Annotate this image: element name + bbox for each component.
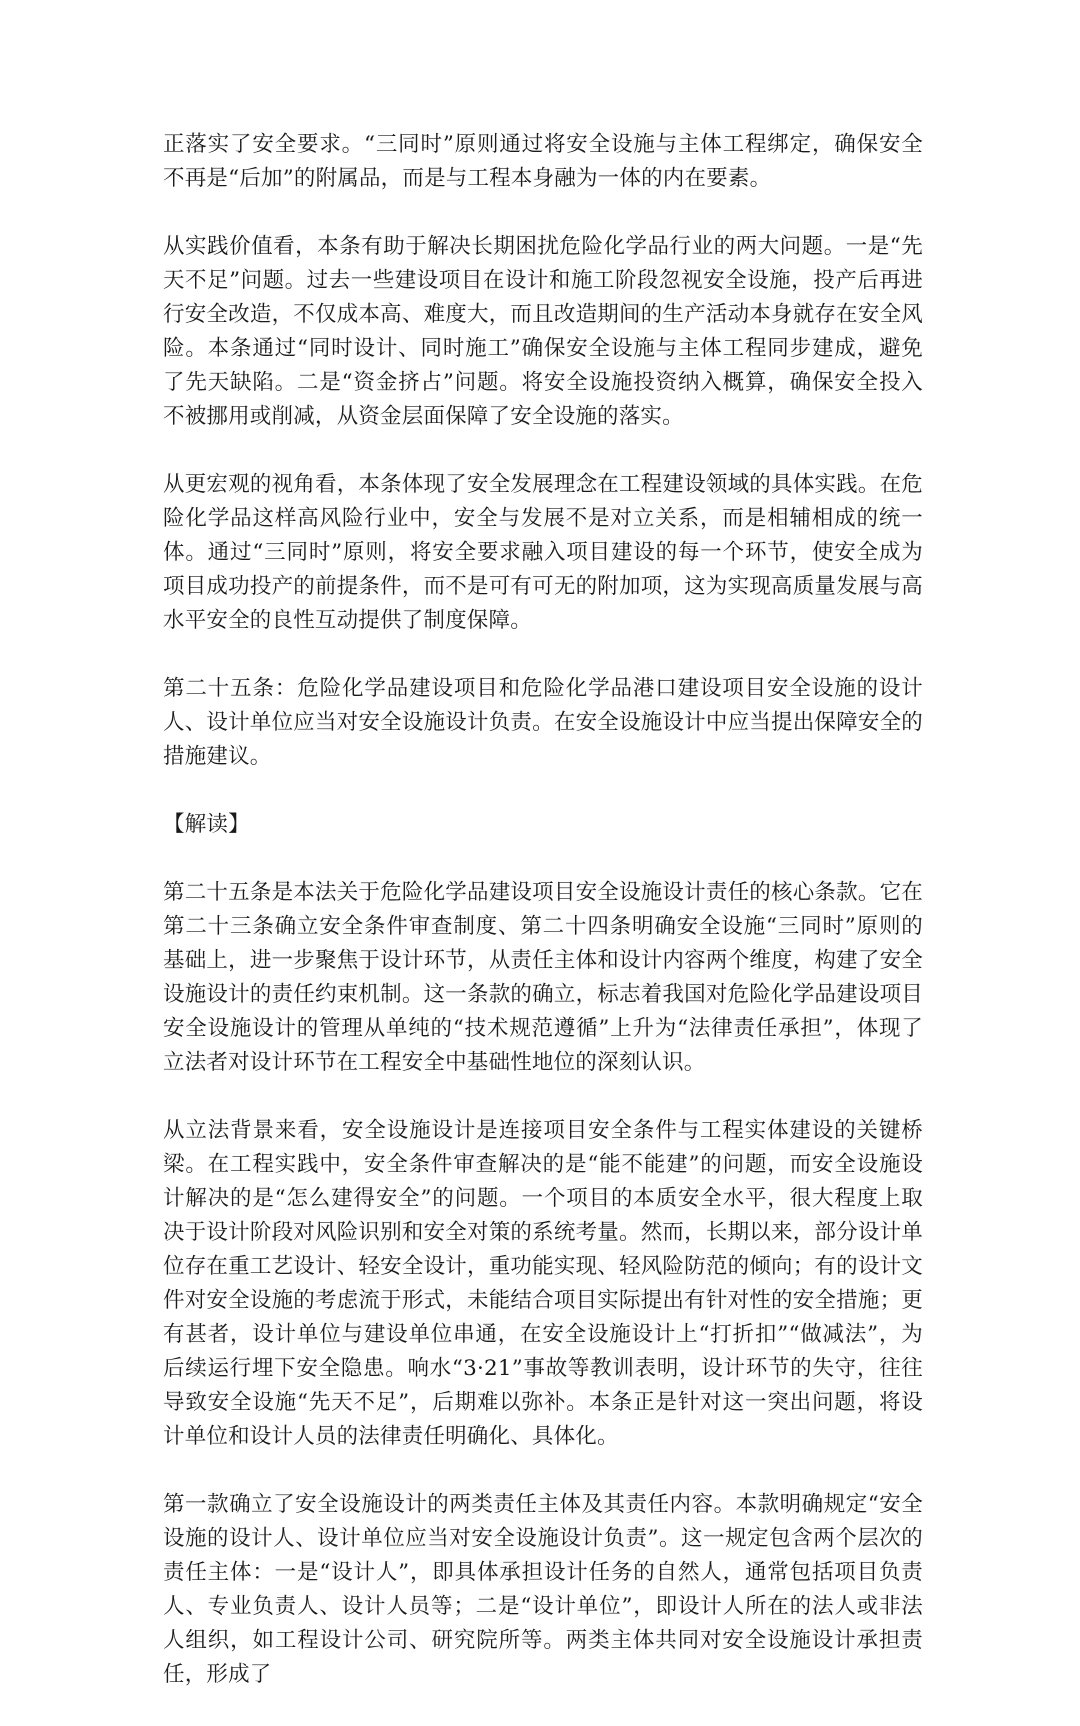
interpretation-heading: 【解读】 — [163, 812, 250, 837]
paragraph-6: 从立法背景来看，安全设施设计是连接项目安全条件与工程实体建设的关键桥梁。在工程实践中，安全条件审查解决的是“能不能建”的问题，而安全设施设计解决的是“怎么建得安全”的问题。一个项目的本质安全水平，很大程度上取决于设计阶段对风险识别和安全对策的系统考量。然而，长期以来，部分设计单位存在重工艺设计、轻安全设计，重功能实现、轻风险防范的倾向；有的设计文件对安全设施的考虑流于形式，未能结合项目实际提出有针对性的安全措施；更有甚者，设计单位与建设单位串通，在安全设施设计上“打折扣”“做减法”，为后续运行埋下安全隐患。响水“3·21”事故等教训表明，设计环节的失守，往往导致安全设施“先天不足”，后期难以弥补。本条正是针对这一突出问题，将设计单位和设计人员的法律责任明确化、具体化。 — [163, 1118, 923, 1449]
paragraph-5: 第二十五条是本法关于危险化学品建设项目安全设施设计责任的核心条款。它在第二十三条确立安全条件审查制度、第二十四条明确安全设施“三同时”原则的基础上，进一步聚焦于设计环节，从责任主体和设计内容两个维度，构建了安全设施设计的责任约束机制。这一条款的确立，标志着我国对危险化学品建设项目安全设施设计的管理从单纯的“技术规范遵循”上升为“法律责任承担”，体现了立法者对设计环节在工程安全中基础性地位的深刻认识。 — [163, 880, 923, 1075]
paragraph-3: 从更宏观的视角看，本条体现了安全发展理念在工程建设领域的具体实践。在危险化学品这样高风险行业中，安全与发展不是对立关系，而是相辅相成的统一体。通过“三同时”原则，将安全要求融入项目建设的每一个环节，使安全成为项目成功投产的前提条件，而不是可有可无的附加项，这为实现高质量发展与高水平安全的良性互动提供了制度保障。 — [163, 472, 923, 633]
paragraph-7: 第一款确立了安全设施设计的两类责任主体及其责任内容。本款明确规定“安全设施的设计人、设计单位应当对安全设施设计负责”。这一规定包含两个层次的责任主体：一是“设计人”，即具体承担设计任务的自然人，通常包括项目负责人、专业负责人、设计人员等；二是“设计单位”，即设计人所在的法人或非法人组织，如工程设计公司、研究院所等。两类主体共同对安全设施设计承担责任，形成了 — [163, 1492, 923, 1687]
paragraph-1: 正落实了安全要求。“三同时”原则通过将安全设施与主体工程绑定，确保安全不再是“后加”的附属品，而是与工程本身融为一体的内在要素。 — [163, 132, 923, 191]
article-25-text: 第二十五条：危险化学品建设项目和危险化学品港口建设项目安全设施的设计人、设计单位应当对安全设施设计负责。在安全设施设计中应当提出保障安全的措施建议。 — [163, 676, 923, 769]
paragraph-2: 从实践价值看，本条有助于解决长期困扰危险化学品行业的两大问题。一是“先天不足”问题。过去一些建设项目在设计和施工阶段忽视安全设施，投产后再进行安全改造，不仅成本高、难度大，而且改造期间的生产活动本身就存在安全风险。本条通过“同时设计、同时施工”确保安全设施与主体工程同步建成，避免了先天缺陷。二是“资金挤占”问题。将安全设施投资纳入概算，确保安全投入不被挪用或削减，从资金层面保障了安全设施的落实。 — [163, 234, 923, 429]
document-body — [163, 128, 923, 1726]
